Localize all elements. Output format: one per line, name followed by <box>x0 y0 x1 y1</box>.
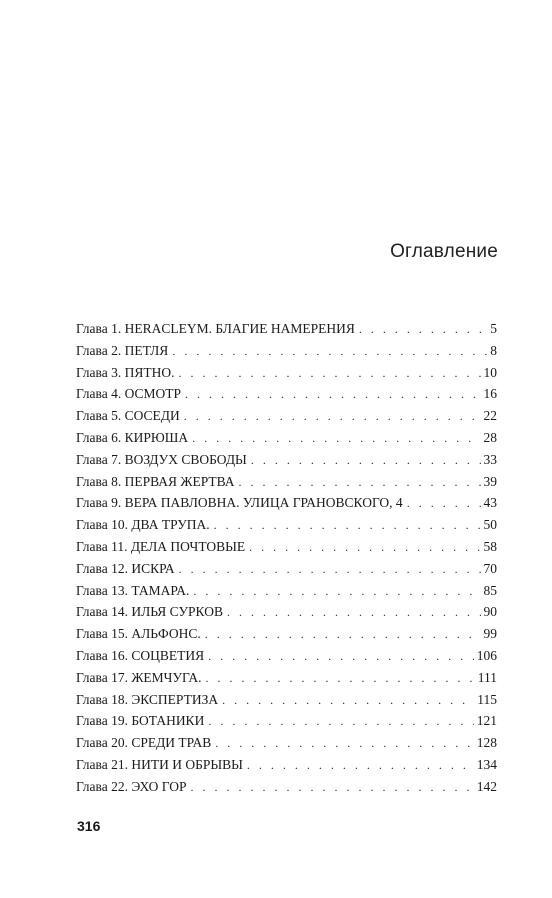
toc-entry-page: 10 <box>483 364 497 380</box>
toc-entry-page: 43 <box>483 495 497 511</box>
toc-entry[interactable] <box>76 558 497 580</box>
toc-entry-title: Глава 14. ИЛЬЯ СУРКОВ <box>76 604 223 620</box>
toc-entry-title: Глава 10. ДВА ТРУПА. <box>76 517 210 533</box>
toc-entry-page: 58 <box>483 538 497 554</box>
toc-entry-title: Глава 20. СРЕДИ ТРАВ <box>76 735 212 751</box>
toc-entry[interactable] <box>76 449 497 471</box>
toc-entry-title: Глава 12. ИСКРА <box>76 560 175 576</box>
toc-entry-title: Глава 17. ЖЕМЧУГА. <box>76 669 202 685</box>
toc-entry-title: Глава 21. НИТИ И ОБРЫВЫ <box>76 756 243 772</box>
toc-entry[interactable] <box>76 471 497 493</box>
toc-entry-title: Глава 16. СОЦВЕТИЯ <box>76 647 205 663</box>
toc-entry-title: Глава 8. ПЕРВАЯ ЖЕРТВА <box>76 473 235 489</box>
toc-dot-leader <box>190 777 473 799</box>
toc-entry[interactable] <box>76 340 497 362</box>
toc-entry[interactable] <box>76 427 497 449</box>
toc-entry-page: 28 <box>483 429 497 445</box>
toc-entry-page: 39 <box>483 473 497 489</box>
toc-dot-leader <box>407 493 481 515</box>
toc-entry-title: Глава 15. АЛЬФОНС. <box>76 626 201 642</box>
toc-entry[interactable] <box>76 514 497 536</box>
toc-heading: Оглавление <box>390 241 498 262</box>
toc-entry-page: 99 <box>483 626 497 642</box>
toc-entry-page: 33 <box>483 451 497 467</box>
toc-dot-leader <box>239 472 481 494</box>
toc-entry[interactable] <box>76 405 497 427</box>
toc-dot-leader <box>251 450 481 472</box>
toc-dot-leader <box>208 646 474 668</box>
toc-dot-leader <box>359 319 487 341</box>
toc-dot-leader <box>192 428 480 450</box>
toc-entry-page: 128 <box>476 735 497 751</box>
toc-entry-page: 16 <box>483 386 497 402</box>
toc-entry-page: 142 <box>476 778 497 794</box>
toc-entry-page: 5 <box>490 321 497 336</box>
toc-dot-leader <box>172 341 487 363</box>
toc-entry[interactable] <box>76 710 497 732</box>
toc-entry-title: Глава 19. БОТАНИКИ <box>76 713 205 729</box>
toc-entry-title: Глава 4. ОСМОТР <box>76 386 182 402</box>
toc-entry[interactable] <box>76 754 497 776</box>
toc-entry-title: Глава 3. ПЯТНО. <box>76 364 175 380</box>
toc-entry[interactable] <box>76 689 497 711</box>
toc-entry[interactable] <box>76 492 497 514</box>
toc-entry[interactable] <box>76 776 497 798</box>
toc-dot-leader <box>222 690 474 712</box>
toc-entry[interactable] <box>76 623 497 645</box>
toc-entry-page: 115 <box>477 691 497 707</box>
toc-entry-title: Глава 7. ВОЗДУХ СВОБОДЫ <box>76 451 247 467</box>
page-number: 316 <box>77 818 101 834</box>
toc-entry[interactable] <box>76 383 497 405</box>
table-of-contents <box>76 318 497 798</box>
toc-dot-leader <box>185 384 480 406</box>
toc-entry-page: 50 <box>483 517 497 533</box>
toc-dot-leader <box>215 733 474 755</box>
toc-entry-page: 134 <box>476 756 497 772</box>
toc-entry[interactable] <box>76 362 497 384</box>
toc-entry-title: Глава 11. ДЕЛА ПОЧТОВЫЕ <box>76 538 246 554</box>
toc-dot-leader <box>193 581 480 603</box>
toc-entry-title: Глава 18. ЭКСПЕРТИЗА <box>76 691 219 707</box>
toc-dot-leader <box>184 406 481 428</box>
toc-dot-leader <box>205 668 474 690</box>
toc-entry-title: Глава 22. ЭХО ГОР <box>76 778 187 794</box>
toc-entry[interactable] <box>76 732 497 754</box>
toc-entry-page: 111 <box>477 669 497 685</box>
toc-entry-page: 121 <box>476 713 497 729</box>
toc-entry-page: 22 <box>483 408 497 424</box>
toc-entry-title: Глава 9. ВЕРА ПАВЛОВНА. УЛИЦА ГРАНОВСКОГО, 4 <box>76 495 403 511</box>
toc-entry[interactable] <box>76 645 497 667</box>
toc-entry-page: 85 <box>483 582 497 598</box>
toc-entry[interactable] <box>76 536 497 558</box>
toc-dot-leader <box>205 624 481 646</box>
toc-entry[interactable] <box>76 318 497 340</box>
toc-entry[interactable] <box>76 667 497 689</box>
toc-dot-leader <box>247 755 474 777</box>
toc-entry-title: Глава 6. КИРЮША <box>76 429 189 445</box>
toc-dot-leader <box>227 602 481 624</box>
toc-entry-page: 90 <box>483 604 497 620</box>
toc-dot-leader <box>178 363 480 385</box>
toc-entry-title: Глава 13. ТАМАРА. <box>76 582 190 598</box>
toc-entry-title: Глава 2. ПЕТЛЯ <box>76 342 169 358</box>
toc-entry-page: 8 <box>490 342 497 358</box>
toc-dot-leader <box>208 711 473 733</box>
toc-entry-title: Глава 5. СОСЕДИ <box>76 408 180 424</box>
toc-dot-leader <box>249 537 480 559</box>
toc-dot-leader <box>179 559 481 581</box>
toc-entry[interactable] <box>76 601 497 623</box>
toc-entry[interactable] <box>76 580 497 602</box>
toc-entry-page: 106 <box>476 647 497 663</box>
toc-dot-leader <box>214 515 481 537</box>
toc-entry-page: 70 <box>483 560 497 576</box>
toc-entry-title: Глава 1. HERACLEYM. БЛАГИЕ НАМЕРЕНИЯ <box>76 321 355 336</box>
